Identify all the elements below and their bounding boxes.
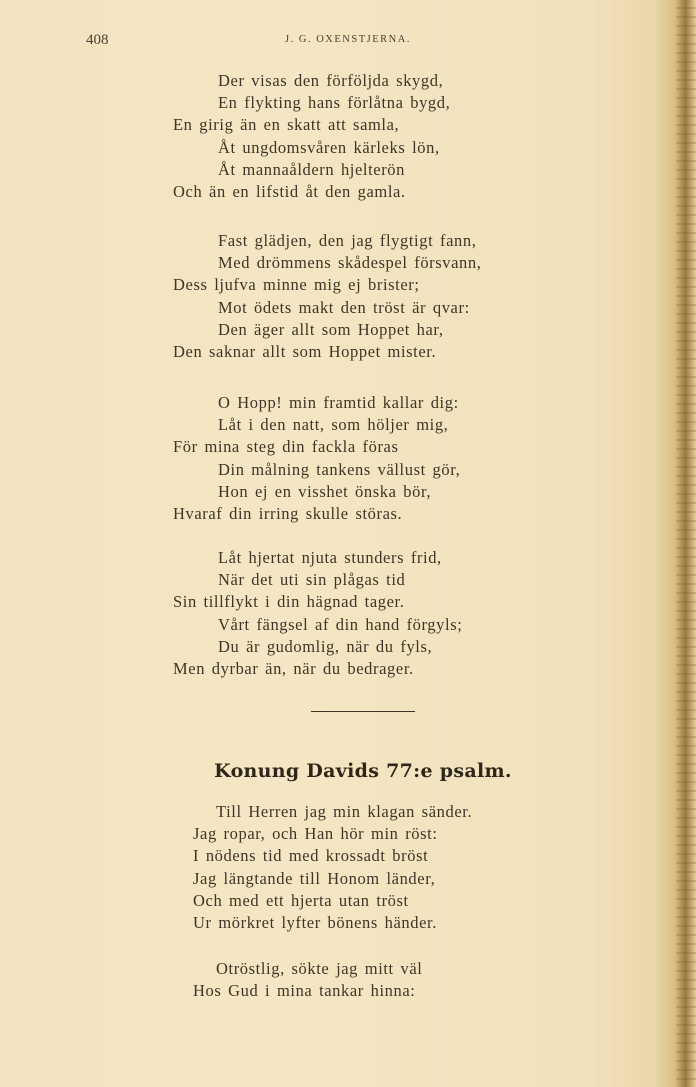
verse-line: Den saknar allt som Hoppet mister. <box>173 342 437 361</box>
verse-line: Den äger allt som Hoppet har, <box>218 319 444 339</box>
verse-line: När det uti sin plågas tid <box>218 570 406 590</box>
verse-line: Du är gudomlig, när du fyls, <box>218 636 433 656</box>
verse-line: Och än en lifstid åt den gamla. <box>173 182 406 201</box>
page-number: 408 <box>86 32 109 48</box>
verse-line: Men dyrbar än, när du bedrager. <box>173 659 414 678</box>
section-divider <box>311 711 415 712</box>
verse-line: I nödens tid med krossadt bröst <box>193 846 429 866</box>
verse-line: Fast glädjen, den jag flygtigt fann, <box>218 231 477 250</box>
verse-line: Åt mannaåldern hjelterön <box>218 159 406 179</box>
verse-line: En girig än en skatt att samla, <box>173 115 400 135</box>
verse-line: Med drömmens skådespel försvann, <box>218 253 482 273</box>
verse-line: För mina steg din fackla föras <box>173 437 399 457</box>
verse-line: Hon ej en visshet önska bör, <box>218 481 432 501</box>
verse-line: Otröstlig, sökte jag mitt väl <box>216 959 423 978</box>
verse-line: Dess ljufva minne mig ej brister; <box>173 275 420 295</box>
page-edge <box>676 0 696 1087</box>
verse-line: En flykting hans förlåtna bygd, <box>218 93 451 113</box>
verse-line: Din målning tankens vällust gör, <box>218 459 461 479</box>
verse-line: Vårt fängsel af din hand förgyls; <box>218 614 463 634</box>
verse-line: Der visas den förföljda skygd, <box>218 71 444 90</box>
verse-line: Och med ett hjerta utan tröst <box>193 890 409 910</box>
verse-line: Hos Gud i mina tankar hinna: <box>193 981 416 1001</box>
verse-line: Jag längtande till Honom länder, <box>193 868 436 888</box>
verse-line: Hvaraf din irring skulle störas. <box>173 504 403 523</box>
verse-line: Ur mörkret lyfter bönens händer. <box>193 913 437 932</box>
psalm-title: Konung Davids 77:e psalm. <box>214 760 512 782</box>
verse-line: Låt i den natt, som höljer mig, <box>218 415 449 435</box>
verse-line: Åt ungdomsvåren kärleks lön, <box>218 137 440 157</box>
verse-line: Låt hjertat njuta stunders frid, <box>218 548 442 567</box>
verse-line: Till Herren jag min klagan sänder. <box>216 802 473 821</box>
running-head: J. G. OXENSTJERNA. <box>285 34 411 45</box>
verse-line: Sin tillflykt i din hägnad tager. <box>173 592 405 612</box>
verse-line: O Hopp! min framtid kallar dig: <box>218 393 459 412</box>
verse-line: Jag ropar, och Han hör min röst: <box>193 824 438 844</box>
verse-line: Mot ödets makt den tröst är qvar: <box>218 297 470 317</box>
